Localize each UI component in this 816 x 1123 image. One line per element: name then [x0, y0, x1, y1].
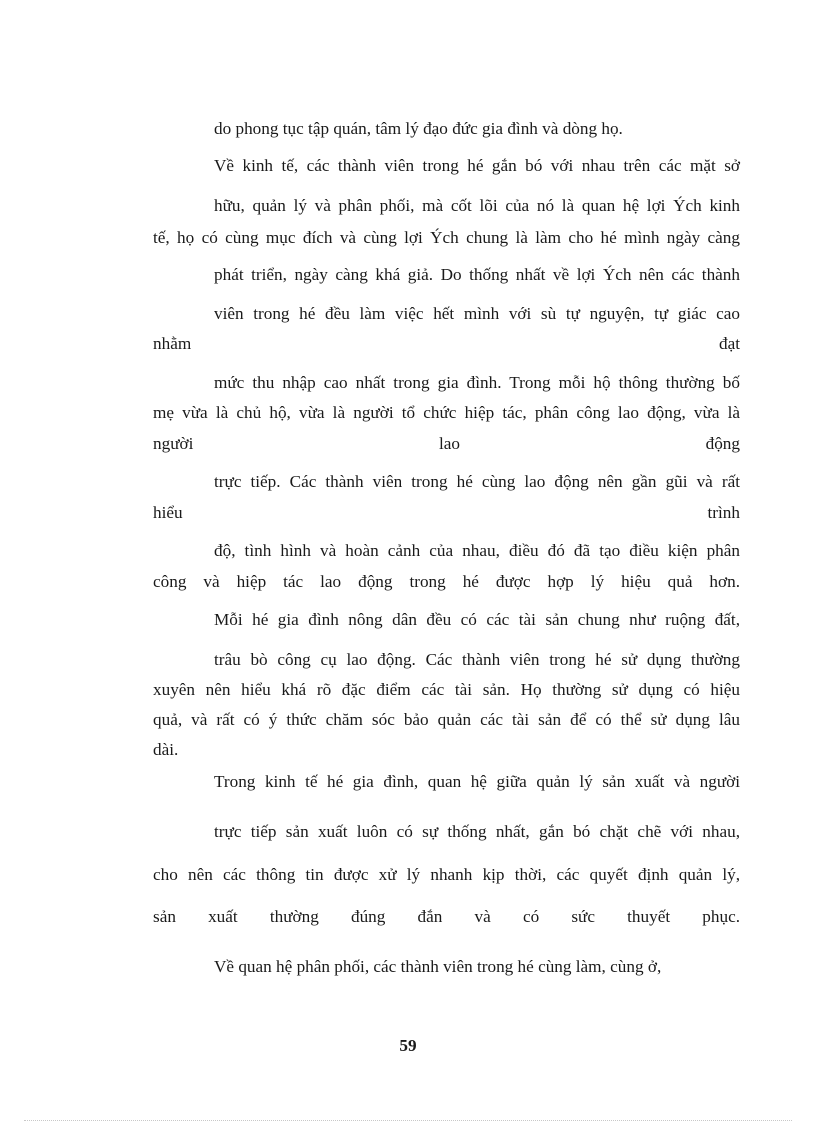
page-number: 59 [399, 1036, 417, 1055]
text-line: do phong tục tập quán, tâm lý đạo đức gia đình và dòng họ. [214, 119, 623, 138]
text-line: sản xuất thường đúng đắn và có sức thuyết phục. [153, 907, 740, 926]
text-line: mẹ vừa là chủ hộ, vừa là người tổ chức hiệp tác, phân công lao động, vừa là [153, 403, 740, 422]
text-line: nhằm đạt [153, 334, 740, 353]
text-line: trực tiếp sản xuất luôn có sự thống nhất, gắn bó chặt chẽ với nhau, [214, 822, 740, 841]
footer-divider [24, 1120, 792, 1121]
text-line: xuyên nên hiểu khá rõ đặc điểm các tài sản. Họ thường sử dụng có hiệu [153, 680, 740, 699]
text-line: Về quan hệ phân phối, các thành viên trong hé cùng làm, cùng ở, [214, 957, 662, 976]
text-line: tế, họ có cùng mục đích và cùng lợi Ých chung là làm cho hé mình ngày càng [153, 228, 740, 247]
text-line: trâu bò công cụ lao động. Các thành viên trong hé sử dụng thường [214, 650, 740, 669]
text-line: viên trong hé đều làm việc hết mình với sù tự nguyện, tự giác cao [214, 304, 740, 323]
text-line: dài. [153, 740, 179, 759]
text-line: Về kinh tế, các thành viên trong hé gắn bó với nhau trên các mặt sở [214, 156, 740, 175]
text-line: trực tiếp. Các thành viên trong hé cùng lao động nên gần gũi và rất [214, 472, 740, 491]
text-line: Mỗi hé gia đình nông dân đều có các tài sản chung như ruộng đất, [214, 610, 740, 629]
text-line: cho nên các thông tin được xử lý nhanh kịp thời, các quyết định quản lý, [153, 865, 740, 884]
text-line: hữu, quản lý và phân phối, mà cốt lõi của nó là quan hệ lợi Ých kinh [214, 196, 740, 215]
text-line: độ, tình hình và hoàn cảnh của nhau, điều đó đã tạo điều kiện phân [214, 541, 740, 560]
text-line: công và hiệp tác lao động trong hé được hợp lý hiệu quả hơn. [153, 572, 740, 591]
text-line: phát triển, ngày càng khá giả. Do thống nhất về lợi Ých nên các thành [214, 265, 740, 284]
text-line: hiểu trình [153, 503, 740, 522]
text-line: quả, và rất có ý thức chăm sóc bảo quản các tài sản để có thể sử dụng lâu [153, 710, 740, 729]
text-line: Trong kinh tế hé gia đình, quan hệ giữa quản lý sản xuất và người [214, 772, 740, 791]
text-line: người lao động [153, 434, 740, 453]
text-line: mức thu nhập cao nhất trong gia đình. Trong mỗi hộ thông thường bố [214, 373, 740, 392]
